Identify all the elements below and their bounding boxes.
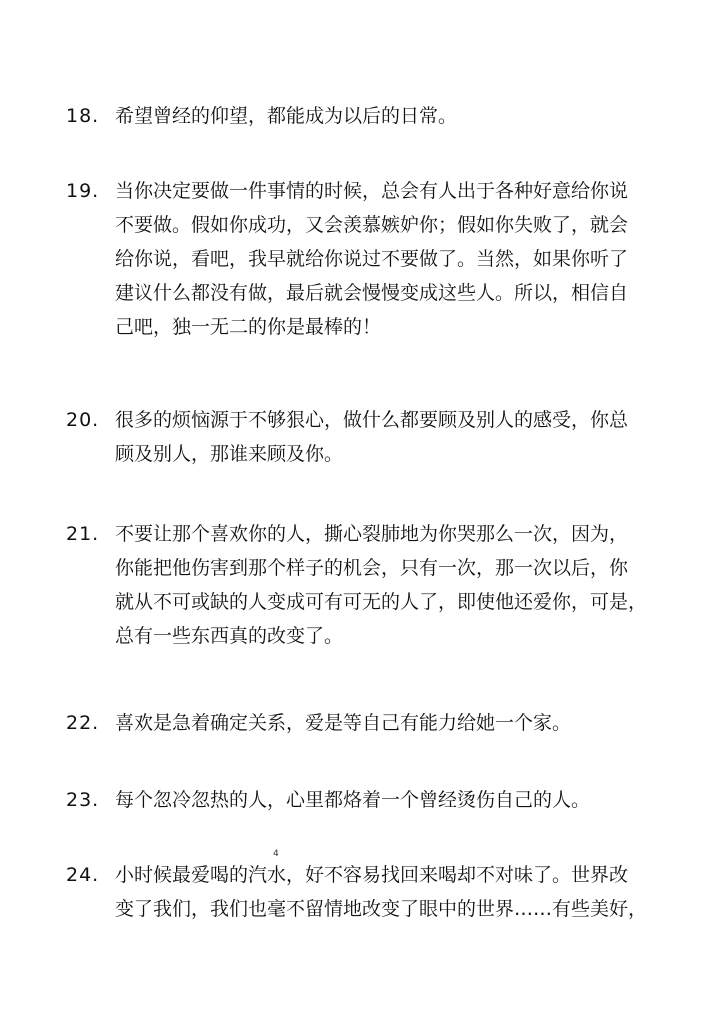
item-text: 每个忽冷忽热的人，心里都烙着一个曾经烫伤自己的人。 — [115, 789, 591, 811]
item-number: 21. — [66, 523, 100, 545]
page-number: 4 — [273, 849, 279, 859]
item-text: 很多的烦恼源于不够狠心，做什么都要顾及别人的感受，你总 顾及别人，那谁来顾及你。 — [115, 409, 629, 465]
item-text: 喜欢是急着确定关系，爱是等自己有能力给她一个家。 — [115, 712, 572, 734]
item-number: 23. — [66, 789, 100, 811]
item-text: 不要让那个喜欢你的人，撕心裂肺地为你哭那么一次，因为， 你能把他伤害到那个样子的机会，只有一次，那一次以后，你 就从不可或缺的人变成可有可无的人了，即使他还爱你，可是， 总有一些东西真的改变了。 — [115, 523, 648, 647]
item-number: 20. — [66, 409, 100, 431]
item-number: 18. — [66, 105, 100, 127]
item-text: 当你决定要做一件事情的时候，总会有人出于各种好意给你说 不要做。假如你成功，又会羡慕嫉妒你；假如你失败了，就会 给你说，看吧，我早就给你说过不要做了。当然，如果你听了 建议什么都没有做，最后就会慢慢变成这些人。所以，相信自 己吧，独一无二的你是最棒的！ — [115, 180, 629, 338]
item-number: 22. — [66, 712, 100, 734]
item-text: 希望曾经的仰望，都能成为以后的日常。 — [115, 105, 458, 127]
item-number: 19. — [66, 180, 100, 202]
item-text: 小时候最爱喝的汽水，好不容易找回来喝却不对味了。世界改 变了我们，我们也毫不留情地改变了眼中的世界……有些美好， — [115, 864, 648, 920]
item-number: 24. — [66, 864, 100, 886]
